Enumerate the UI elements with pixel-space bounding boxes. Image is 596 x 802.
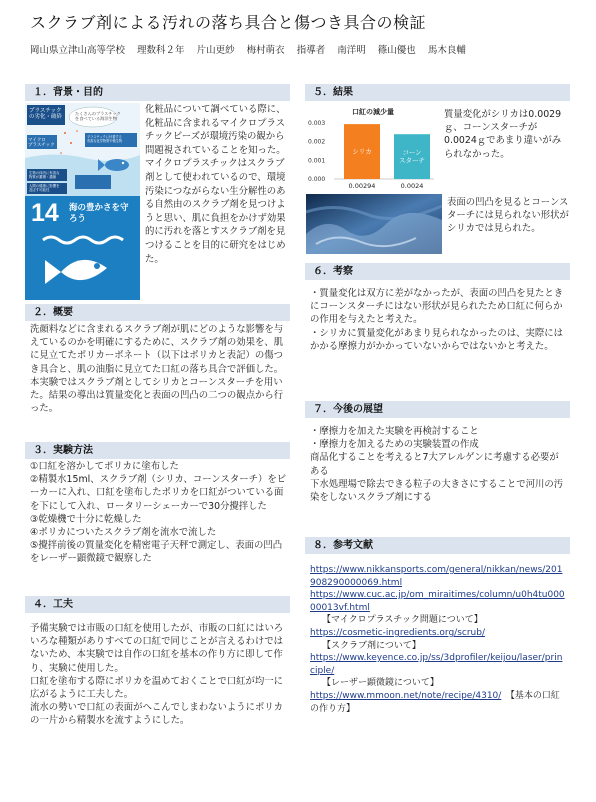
laser-microscope-image xyxy=(306,194,442,254)
class-name: 理数科２年 xyxy=(137,45,185,56)
reference-note: 【マイクロプラスチック問題について】 xyxy=(322,615,483,626)
method-steps xyxy=(30,460,288,566)
plastic-box-text: プラスチックの劣化・破砕 xyxy=(29,108,63,120)
reference-note: 【基本の口紅の作り方】 xyxy=(310,690,560,714)
sdg-fish-icon xyxy=(37,234,129,296)
chain-box-text: プラスチックに付着する有害な化学物質や微生物 xyxy=(87,135,123,143)
reference-link[interactable]: https://www.keyence.co.jp/ss/3dprofiler/keijou/laser/principle/ xyxy=(310,653,563,676)
bar-chart xyxy=(306,103,440,193)
discussion-body: ・質量変化は双方に差がなかったが、表面の凹凸を見たときにコーンスターチにはない形状が見られたため口紅に何らかの作用を与えたと考えた。 ・シリカに質量変化があまり見られなかったのは、実際にはかかる摩擦力がかかっていないからではないかと考えた。 xyxy=(310,288,564,352)
author-1: 片山更紗 xyxy=(196,45,235,56)
advisor-3: 馬木良輔 xyxy=(427,45,466,56)
reference-link[interactable]: https://www.mmoon.net/note/recipe/4310/ xyxy=(310,690,502,701)
bar-value-label: 0.00294 xyxy=(348,182,376,190)
y-tick-label: 0.000 xyxy=(308,176,326,183)
ingenuity-body xyxy=(30,622,288,728)
reference-link[interactable]: https://cosmetic-ingredients.org/scrub/ xyxy=(310,627,486,638)
method-step-2: ②精製水15ml、スクラブ剤（シリカ、コーンスターチ）をビーカーに入れ、口紅を塗布したポリカを口紅がついている面を下にして入れ、ロータリーシェーカーで30分攪拌した xyxy=(30,474,287,512)
bio-box-text: 生物の体内に有害な物質が蓄積・濃縮 xyxy=(29,171,60,179)
section-header-method: ３．実験方法 xyxy=(25,442,290,459)
section-header-results: ５．結果 xyxy=(305,84,570,101)
authors xyxy=(30,42,475,56)
bar-chart-svg xyxy=(306,103,440,193)
bar-label: コーンスターチ xyxy=(399,148,425,165)
bar-value-label: 0.0024 xyxy=(400,182,424,190)
school-name: 岡山県立津山高等学校 xyxy=(30,45,126,56)
reference-note: 【レーザー顕微鏡について】 xyxy=(322,678,439,689)
poster-title: スクラブ剤による汚れの落ち具合と傷つき具合の検証 xyxy=(30,13,427,32)
microplastic-infographic xyxy=(25,103,140,196)
advisor-2: 篠山優也 xyxy=(377,45,416,56)
y-tick-label: 0.001 xyxy=(308,157,326,165)
advisor-label: 指導者 xyxy=(296,45,326,56)
chart-title: 口紅の減少量 xyxy=(352,108,394,116)
reference-link[interactable]: https://www.nikkansports.com/general/nikkan/news/201908290000069.html xyxy=(310,565,563,588)
results-text-2: 表面の凹凸を見るとコーンスターチには見られない形状がシリカでは見られた。 xyxy=(447,197,569,235)
advisor-1: 南洋明 xyxy=(337,45,366,56)
sdg14-icon xyxy=(25,196,140,300)
section-header-discussion: ６．考察 xyxy=(305,263,570,280)
section-header-outlook: ７．今後の展望 xyxy=(305,401,570,418)
fish-caption-text: たくさんのプラスチックを食べている海洋生物 xyxy=(75,111,121,121)
microscope-image xyxy=(306,194,442,254)
sdg-number: 14 xyxy=(31,199,59,227)
reference-list xyxy=(310,564,567,715)
overview-body: 洗顔料などに含まれるスクラブ剤が肌にどのような影響を与えているのかを明確にするために、スクラブ剤の効果を、肌に見立てたポリカーボネート（以下はポリカと表記）の傷つき具合と、肌の油脂に見立てた口紅の落ち具合で評価した。本実験ではスクラブ剤としてシリカとコーンスターチを用いた。結果の導出は質量変化と表面の凹凸の二つの観点から行った。 xyxy=(30,324,284,415)
outlook-body: ・摩擦力を加えた実験を再検討すること ・摩擦力を加えるための実験装置の作成 商品化することを考えると7大アレルゲンに考慮する必要がある 下水処理場で除去できる粒子の大きさにすることで河川の汚染をしないスクラブ剤にする xyxy=(310,426,564,504)
bar-label: シリカ xyxy=(352,147,372,156)
y-tick-label: 0.003 xyxy=(308,120,326,127)
section-header-background: １．背景・目的 xyxy=(25,84,290,101)
ingenuity-paragraph: 口紅を塗布する際にポリカを温めておくことで口紅が均一に広がるように工夫した。 xyxy=(30,675,284,701)
human-box-text: 人間の健康に影響を及ぼす可能性 xyxy=(29,184,60,192)
section-header-ingenuity: ４．工夫 xyxy=(25,596,290,613)
sdg-text: 海の豊かさを守ろう xyxy=(69,203,129,224)
reference-link[interactable]: https://www.cuc.ac.jp/om_miraitimes/column/u0h4tu00000013vf.html xyxy=(310,590,565,613)
author-2: 梅村萌衣 xyxy=(246,45,285,56)
infographic-svg xyxy=(25,103,140,196)
method-step-4: ④ポリカについたスクラブ剤を流水で流した xyxy=(30,527,217,539)
section-header-references: ８．参考文献 xyxy=(305,537,570,554)
micro-box-text: マイクロプラスチック xyxy=(28,138,55,148)
ingenuity-paragraph: 予備実験では市販の口紅を使用したが、市販の口紅にはいろいろな種類がありすべての口紅で同じことが言えるわけではないため、本実験では自作の口紅を基本の作り方に即して作り、実験に使用した。 xyxy=(30,623,284,674)
method-step-5: ⑤攪拌前後の質量変化を精密電子天秤で測定し、表面の凹凸をレーザー顕微鏡で観察した xyxy=(30,540,283,565)
background-body: 化粧品について調べている際に、化粧品に含まれるマイクロプラスチックビーズが環境汚染の観から問題視されていることを知った。マイクロプラスチックはスクラブ剤として使われているので、環境汚染につながらない生分解性のある自然由のスクラブ剤を見つけようと思い、肌に負担をかけず効果的に汚れを落とすスクラブ剤を見つけることを目的に研究をはじめた。 xyxy=(145,104,286,265)
reference-note: 【スクラブ剤について】 xyxy=(322,640,421,651)
y-tick-label: 0.002 xyxy=(308,138,326,146)
section-header-overview: ２．概要 xyxy=(25,304,290,321)
results-text-1: 質量変化がシリカは0.0029ｇ、コーンスターチが0.0024ｇであまり違いがみられなかった。 xyxy=(444,109,562,160)
method-step-1: ①口紅を溶かしてポリカに塗布した xyxy=(30,461,179,472)
method-step-3: ③乾燥機で十分に乾燥した xyxy=(30,513,142,525)
ingenuity-paragraph: 流水の勢いで口紅の表面がへこんでしまわないようにポリカの一片から精製水を流すようにした。 xyxy=(30,702,284,727)
